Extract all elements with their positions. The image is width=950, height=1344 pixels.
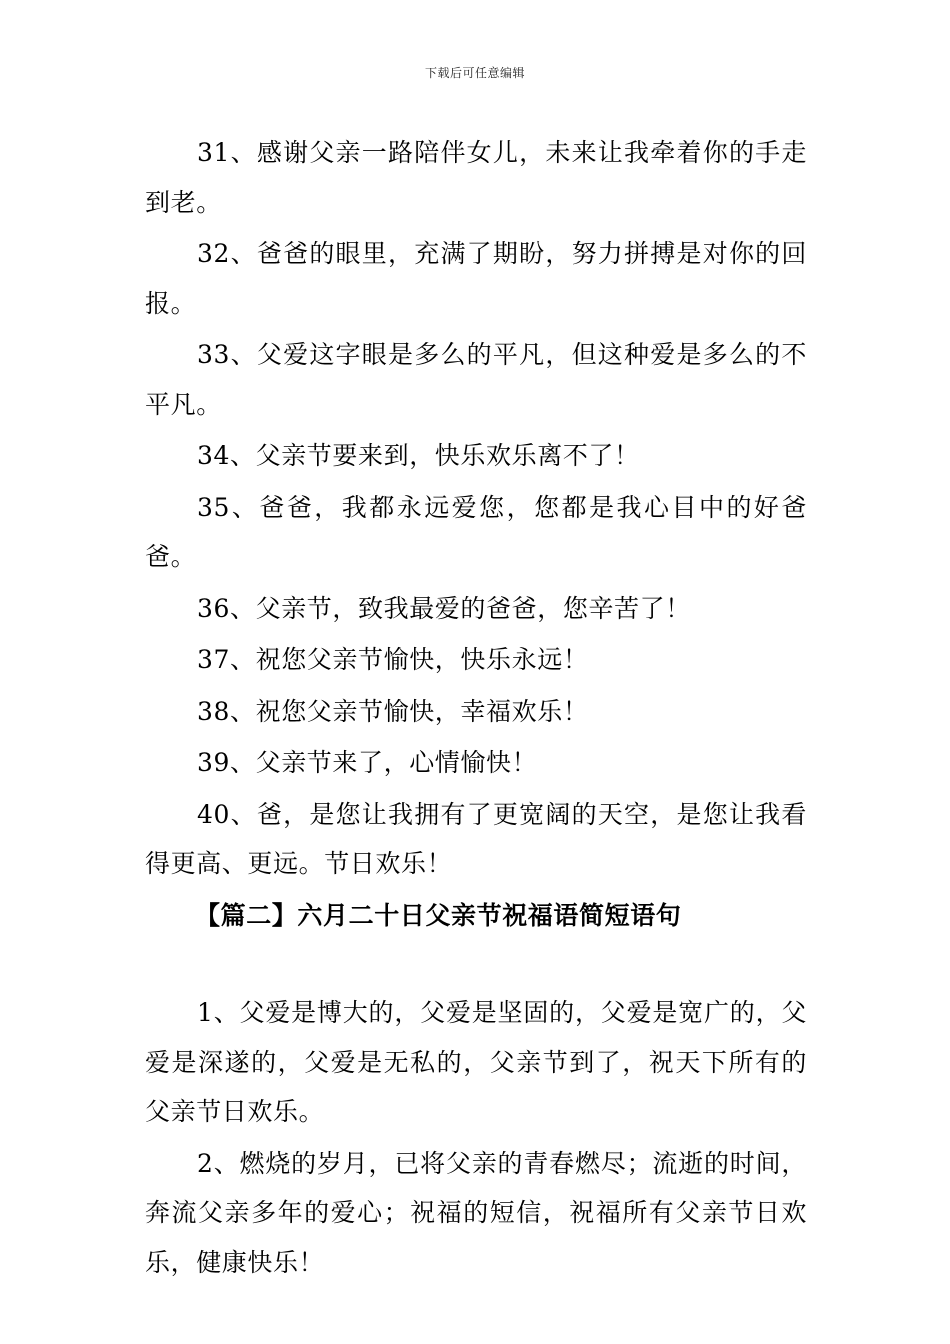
- list-item: 37、祝您父亲节愉快，快乐永远！: [197, 645, 589, 674]
- list-item: 32、爸爸的眼里，充满了期盼，努力拼搏是对你的回报。: [145, 239, 807, 318]
- list-item: 36、父亲节，致我最爱的爸爸，您辛苦了！: [197, 593, 691, 623]
- list-item: 38、祝您父亲节愉快，幸福欢乐！: [197, 696, 589, 726]
- list-item: 35、爸爸，我都永远爱您，您都是我心目中的好爸爸。: [145, 492, 807, 571]
- list-item: 2、燃烧的岁月，已将父亲的青春燃尽；流逝的时间，奔流父亲多年的爱心；祝福的短信，祝福所有父亲节日欢乐，健康快乐！: [145, 1148, 807, 1277]
- list-item: 34、父亲节要来到，快乐欢乐离不了！: [197, 441, 640, 470]
- list-item: 39、父亲节来了，心情愉快！: [197, 748, 538, 777]
- section-spacer: [145, 940, 807, 988]
- section-title: 【篇二】六月二十日父亲节祝福语简短语句: [195, 900, 682, 930]
- list-item: 1、父爱是博大的，父爱是坚固的，父爱是宽广的，父爱是深遂的，父爱是无私的，父亲节到了，祝天下所有的父亲节日欢乐。: [145, 998, 807, 1126]
- document-body: [145, 128, 807, 1289]
- list-item: 33、父爱这字眼是多么的平凡，但这种爱是多么的不平凡。: [145, 340, 807, 419]
- list-item: 31、感谢父亲一路陪伴女儿，未来让我牵着你的手走到老。: [145, 138, 807, 217]
- list-item: 40、爸，是您让我拥有了更宽阔的天空，是您让我看得更高、更远。节日欢乐！: [145, 799, 807, 878]
- page-header: 下载后可任意编辑: [424, 66, 525, 80]
